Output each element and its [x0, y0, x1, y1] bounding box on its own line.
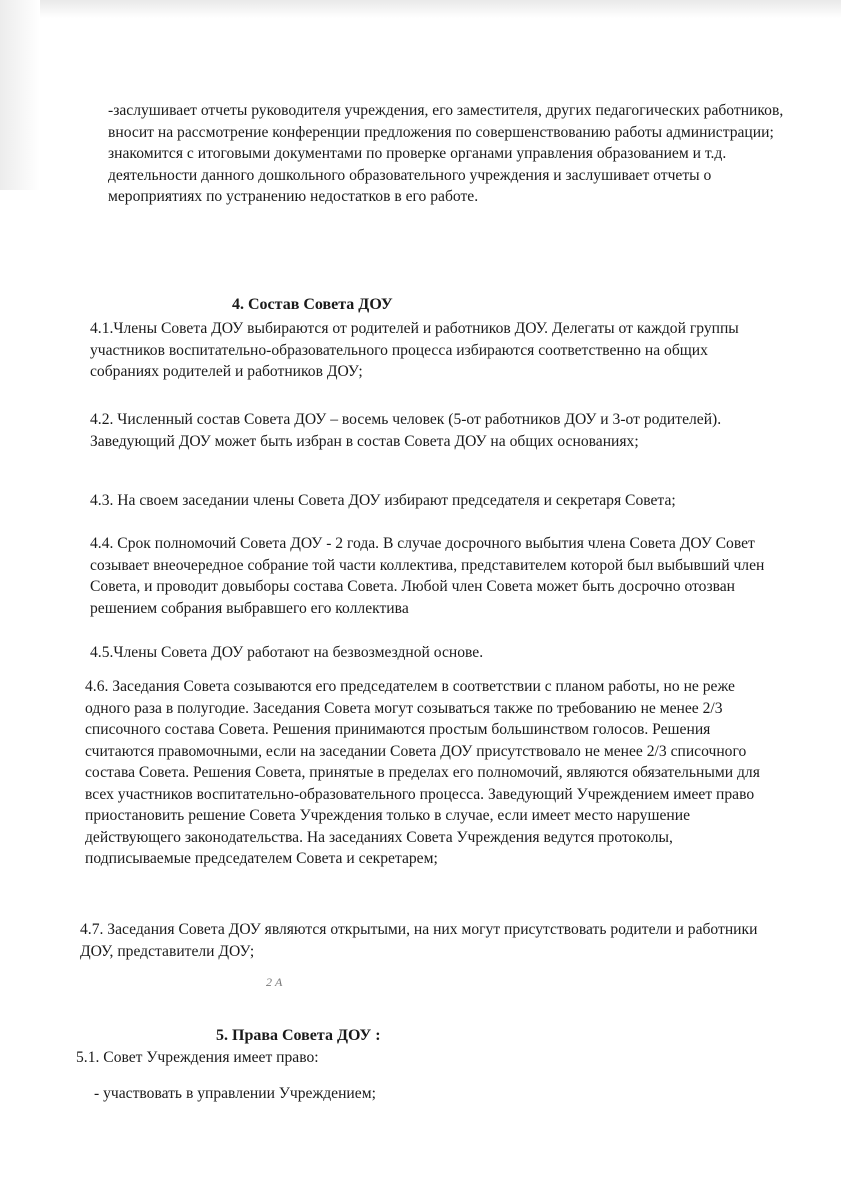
clause-4-5: 4.5.Члены Совета ДОУ работают на безвозмездной основе. [90, 644, 484, 661]
clause-5-1: 5.1. Совет Учреждения имеет право: [76, 1049, 319, 1066]
intro-paragraph: -заслушивает отчеты руководителя учреждения, его заместителя, других педагогических работников, вносит на рассмотрение конференции предложения по совершенствованию работы администрации; знакомится с итоговыми документами по проверке органами управления образованием и т.д. деятельности данного дошкольного образовательного учреждения и заслушивает отчеты о мероприятиях по устранению недостатков в его работе. [108, 102, 784, 205]
clause-4-4: 4.4. Срок полномочий Совета ДОУ - 2 года. В случае досрочного выбытия члена Совета ДОУ Совет созывает внеочередное собрание той части коллектива, представителем которой был выбывший член Совета, и проводит довыборы состава Совета. Любой член Совета может быть досрочно отозван решением собрания выбравшего его коллектива [90, 535, 765, 617]
scan-edge-top [0, 0, 841, 18]
clause-4-3: 4.3. На своем заседании члены Совета ДОУ избирают председателя и секретаря Совета; [90, 492, 676, 509]
page-mark: 2 А [266, 975, 283, 989]
clause-5-1-subitem: - участвовать в управлении Учреждением; [94, 1085, 376, 1102]
clause-4-6: 4.6. Заседания Совета созываются его председателем в соответствии с планом работы, но не реже одного раза в полугодие. Заседания Совета могут созываться также по требованию не менее 2/3 списочного состава Совета. Решения принимаются простым большинством голосов. Решения считаются правомочными, если на заседании Совета ДОУ присутствовало не менее 2/3 списочного состава Совета. Решения Совета, принятые в пределах его полномочий, являются обязательными для всех участников воспитательно-образовательного процесса. Заведующий Учреждением имеет право приостановить решение Совета Учреждения только в случае, если имеет место нарушение действующего законодательства. На заседаниях Совета Учреждения ведутся протоколы, подписываемые председателем Совета и секретарем; [85, 678, 760, 867]
clause-4-7: 4.7. Заседания Совета ДОУ являются открытыми, на них могут присутствовать родители и работники ДОУ, представители ДОУ; [80, 921, 758, 960]
section-5-title: 5. Права Совета ДОУ : [216, 1027, 381, 1044]
scan-edge-left [0, 0, 40, 190]
section-4-title: 4. Состав Совета ДОУ [232, 296, 393, 313]
clause-4-1: 4.1.Члены Совета ДОУ выбираются от родителей и работников ДОУ. Делегаты от каждой группы участников воспитательно-образовательного процесса избираются соответственно на общих собраниях родителей и работников ДОУ; [90, 320, 739, 380]
clause-4-2: 4.2. Численный состав Совета ДОУ – восемь человек (5-от работников ДОУ и 3-от родителей). Заведующий ДОУ может быть избран в состав Совета ДОУ на общих основаниях; [90, 411, 722, 450]
